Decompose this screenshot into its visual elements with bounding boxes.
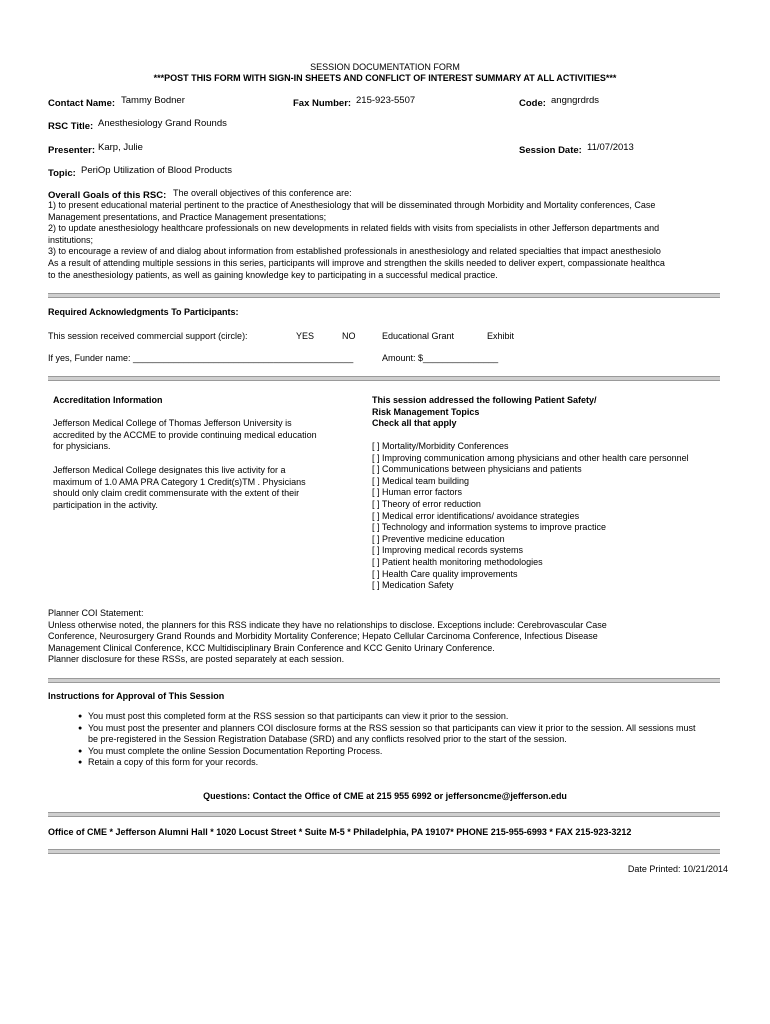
coi-line: Management Clinical Conference, KCC Multidisciplinary Brain Conference and KCC Genito Urinary Conference. (48, 642, 495, 653)
coi-line: Planner COI Statement: (48, 608, 144, 618)
fax-number-label: Fax Number: (293, 98, 352, 109)
instruction-item: ● You must post this completed form at the RSS session so that participants can view it prior to the session. (48, 711, 698, 723)
code-value: angngrdrds (551, 95, 600, 106)
patient-safety-checkbox-item[interactable]: [ ] Human error factors (372, 487, 463, 498)
divider (48, 812, 720, 817)
patient-safety-title (372, 395, 597, 430)
goals-line: 3) to encourage a review of and dialog about information from established professionals in anesthesiology and related specialties that impact anesthesiolo (48, 246, 661, 257)
divider (48, 376, 720, 381)
support-exhibit-option: Exhibit (487, 331, 515, 341)
instructions-title: Instructions for Approval of This Session (48, 691, 225, 701)
cme-office-address: Office of CME * Jefferson Alumni Hall * 1020 Locust Street * Suite M-5 * Philadelphia, PA 19107* PHONE 215-955-6993 * FAX 215-923-3212 (48, 827, 632, 837)
patient-safety-title-line: Check all that apply (372, 418, 457, 429)
accreditation-title: Accreditation Information (53, 395, 163, 405)
accreditation-para-2 (53, 465, 306, 511)
divider (48, 293, 720, 298)
goals-intro: The overall objectives of this conference are: (173, 188, 352, 198)
accreditation-para-1 (53, 418, 317, 453)
goals-line: institutions; (48, 234, 94, 245)
rsc-title-label: RSC Title: (48, 121, 94, 132)
amount-line: Amount: $_______________ (382, 353, 499, 363)
goals-line: 1) to present educational material pertinent to the practice of Anesthesiology that will be disseminated through Morbidity and Mortality conferences, Case (48, 200, 656, 210)
form-subtitle: ***POST THIS FORM WITH SIGN-IN SHEETS AND CONFLICT OF INTEREST SUMMARY AT ALL ACTIVITIES*** (153, 73, 617, 83)
patient-safety-checkbox-item[interactable]: [ ] Theory of error reduction (372, 498, 481, 509)
commercial-support-text: This session received commercial support (circle): (48, 331, 248, 341)
patient-safety-checkbox-item[interactable]: [ ] Improving communication among physicians and other health care personnel (372, 452, 689, 463)
contact-name-value: Tammy Bodner (121, 95, 185, 106)
instruction-item: ● You must complete the online Session Documentation Reporting Process. (48, 746, 698, 758)
rsc-title-value: Anesthesiology Grand Rounds (98, 118, 227, 129)
accreditation-line: Jefferson Medical College designates this live activity for a (53, 465, 286, 475)
patient-safety-checkbox-item[interactable]: [ ] Medical team building (372, 475, 470, 486)
instruction-item: ● Retain a copy of this form for your records. (48, 757, 698, 769)
patient-safety-checkbox-item[interactable]: [ ] Health Care quality improvements (372, 568, 518, 579)
patient-safety-title-line: This session addressed the following Patient Safety/ (372, 395, 597, 405)
form-title: SESSION DOCUMENTATION FORM (310, 62, 460, 72)
patient-safety-checkbox-item[interactable]: [ ] Communications between physicians and patients (372, 464, 582, 475)
coi-line: Planner disclosure for these RSSs, are posted separately at each session. (48, 654, 345, 665)
divider (48, 849, 720, 854)
support-no-option: NO (342, 331, 356, 341)
patient-safety-checkbox-item[interactable]: [ ] Medical error identifications/ avoidance strategies (372, 510, 580, 521)
date-printed: Date Printed: 10/21/2014 (627, 864, 728, 874)
goals-line: Management presentations, and Practice Management presentations; (48, 211, 327, 222)
ack-title: Required Acknowledgments To Participants: (48, 307, 239, 317)
accreditation-line: maximum of 1.0 AMA PRA Category 1 Credit(s)TM . Physicians (53, 476, 306, 487)
patient-safety-checkbox-item[interactable]: [ ] Patient health monitoring methodologies (372, 556, 543, 567)
session-date-value: 11/07/2013 (587, 142, 634, 153)
coi-line: Conference, Neurosurgery Grand Rounds and Morbidity Mortality Conference; Hepato Cellular Carcinoma Conference, Infectious Disease (48, 631, 598, 642)
session-date-label: Session Date: (519, 145, 582, 156)
accreditation-line: participation in the activity. (53, 499, 158, 510)
patient-safety-checkbox-item[interactable]: [ ] Preventive medicine education (372, 533, 505, 544)
accreditation-line: for physicians. (53, 441, 111, 452)
instruction-item: ● You must post the presenter and planners COI disclosure forms at the RSS session so that participants can view it prior to the session. All sessions must be pre-registered in the Session Registration Database (SRD) and any conflicts resolved prior to the start of the session. (48, 723, 698, 746)
support-yes-option: YES (296, 331, 315, 341)
accreditation-line: should only claim credit commensurate with the extent of their (53, 488, 300, 499)
goals-text (48, 200, 732, 281)
coi-line: Unless otherwise noted, the planners for this RSS indicate they have no relationships to disclose. Exceptions include: Cerebrovascular Case (48, 619, 607, 630)
goals-label: Overall Goals of this RSC: (48, 190, 167, 201)
accreditation-line: accredited by the ACCME to provide continuing medical education (53, 429, 317, 440)
topic-value: PeriOp Utilization of Blood Products (81, 165, 233, 176)
goals-line: 2) to update anesthesiology healthcare professionals on new developments in related fields with visits from specialists in other Jefferson departments and (48, 223, 660, 234)
instructions-list (48, 711, 698, 769)
support-grant-option: Educational Grant (382, 331, 455, 341)
patient-safety-list (372, 441, 732, 592)
patient-safety-checkbox-item[interactable]: [ ] Mortality/Morbidity Conferences (372, 441, 509, 451)
accreditation-line: Jefferson Medical College of Thomas Jefferson University is (53, 418, 292, 428)
funder-name-line: If yes, Funder name: ____________________________________________ (48, 353, 354, 363)
goals-line: As a result of attending multiple sessions in this series, participants will improve and strengthen the skills needed to deliver expert, compassionate healthca (48, 257, 665, 268)
patient-safety-checkbox-item[interactable]: [ ] Technology and information systems to improve practice (372, 522, 606, 533)
topic-label: Topic: (48, 168, 76, 179)
patient-safety-checkbox-item[interactable]: [ ] Medication Safety (372, 580, 454, 591)
presenter-label: Presenter: (48, 145, 95, 156)
contact-name-label: Contact Name: (48, 98, 116, 109)
patient-safety-checkbox-item[interactable]: [ ] Improving medical records systems (372, 545, 524, 556)
divider (48, 678, 720, 683)
questions-contact: Questions: Contact the Office of CME at 215 955 6992 or jeffersoncme@jefferson.edu (203, 791, 567, 801)
fax-number-value: 215-923-5507 (356, 95, 416, 106)
presenter-value: Karp, Julie (98, 142, 143, 153)
code-label: Code: (519, 98, 546, 109)
goals-line: to the anesthesiology patients, as well as gaining knowledge key to participating in a successful medical practice. (48, 269, 498, 280)
patient-safety-title-line: Risk Management Topics (372, 406, 480, 417)
planner-coi-statement (48, 608, 607, 666)
